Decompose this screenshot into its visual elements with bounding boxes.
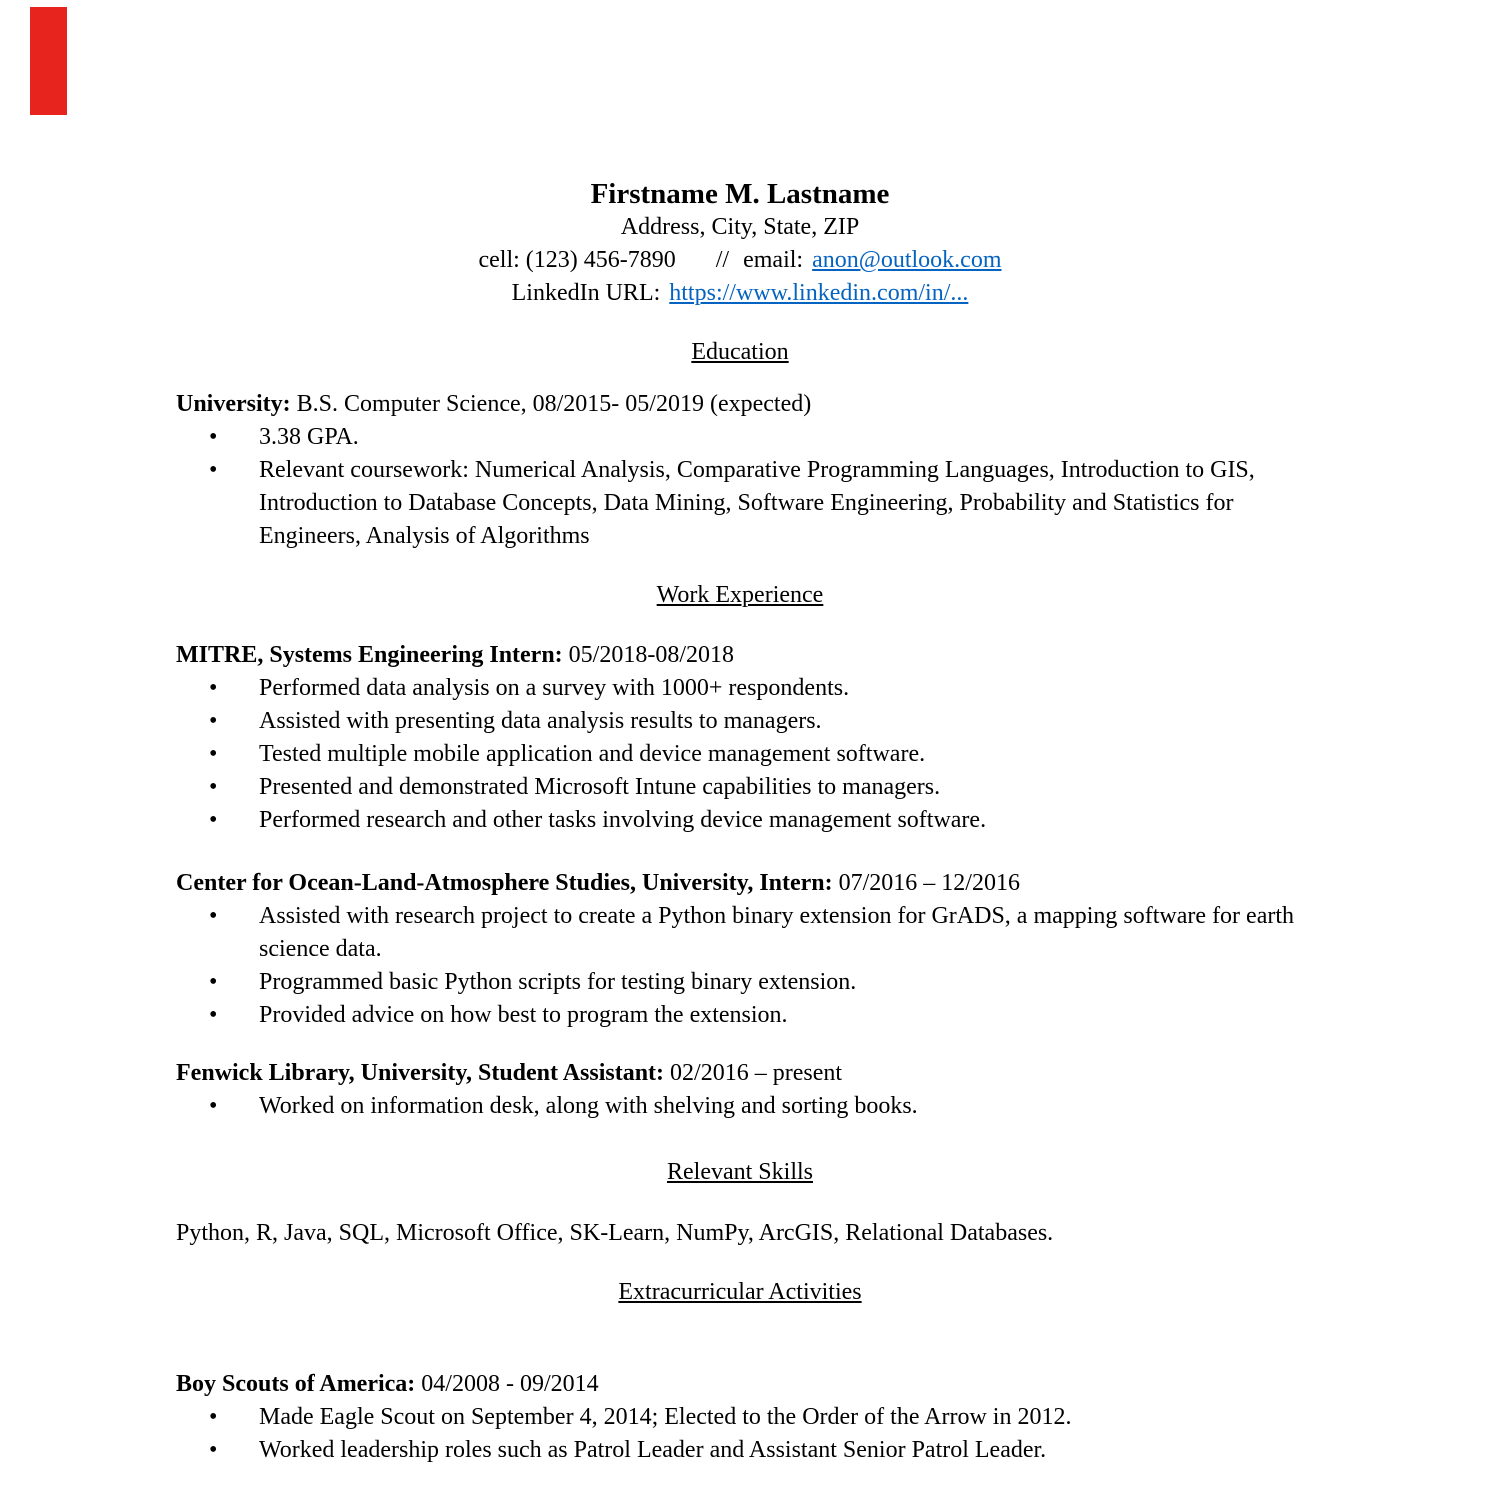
- job-title: Fenwick Library, University, Student Assistant:: [176, 1060, 665, 1086]
- contact-separator: //: [715, 247, 730, 273]
- bullet-item: • 3.38 GPA.: [176, 421, 1304, 454]
- activity-bullet-list: [176, 1401, 1304, 1467]
- contact-line: [176, 244, 1304, 277]
- linkedin-link[interactable]: https://www.linkedin.com/in/...: [669, 280, 969, 306]
- email-link[interactable]: anon@outlook.com: [812, 247, 1002, 273]
- bullet-item: • Performed research and other tasks involving device management software.: [176, 804, 1304, 837]
- job-title: MITRE, Systems Engineering Intern:: [176, 642, 563, 668]
- bullet-item: • Tested multiple mobile application and device management software.: [176, 738, 1304, 771]
- education-entry-text: B.S. Computer Science, 08/2015- 05/2019 (expected): [296, 391, 812, 417]
- job-entry-cola: [176, 867, 1304, 900]
- job-title: Center for Ocean-Land-Atmosphere Studies, University, Intern:: [176, 870, 833, 896]
- bullet-item: • Worked on information desk, along with shelving and sorting books.: [176, 1090, 1304, 1123]
- red-marker-bar: [30, 7, 67, 115]
- education-entry-label: University:: [176, 391, 291, 417]
- bullet-item: • Assisted with presenting data analysis results to managers.: [176, 705, 1304, 738]
- education-bullet-list: [176, 421, 1304, 553]
- activity-entry-boy-scouts: [176, 1368, 1304, 1401]
- email-label: email:: [743, 247, 804, 273]
- job-bullet-list: [176, 672, 1304, 837]
- bullet-item: • Performed data analysis on a survey with 1000+ respondents.: [176, 672, 1304, 705]
- cell-number: cell: (123) 456-7890: [478, 247, 676, 273]
- job-bullet-list: [176, 1090, 1304, 1123]
- skills-text: Python, R, Java, SQL, Microsoft Office, SK-Learn, NumPy, ArcGIS, Relational Databases.: [176, 1220, 1054, 1246]
- job-dates: 02/2016 – present: [670, 1060, 843, 1086]
- activity-dates: 04/2008 - 09/2014: [421, 1371, 599, 1397]
- education-entry: [176, 388, 1304, 421]
- address-line: Address, City, State, ZIP: [620, 214, 860, 240]
- job-entry-fenwick: [176, 1057, 1304, 1090]
- bullet-item: • Relevant coursework: Numerical Analysis, Comparative Programming Languages, Introduction to GIS, Introduction to Database Concepts, Data Mining, Software Engineering, Probability and Statistics for Engineers, Analysis of Algorithms: [176, 454, 1304, 553]
- bullet-item: • Provided advice on how best to program the extension.: [176, 999, 1304, 1032]
- section-heading-work-experience: Work Experience: [656, 582, 824, 608]
- bullet-item: • Presented and demonstrated Microsoft Intune capabilities to managers.: [176, 771, 1304, 804]
- linkedin-line: [176, 277, 1304, 310]
- bullet-item: • Made Eagle Scout on September 4, 2014; Elected to the Order of the Arrow in 2012.: [176, 1401, 1304, 1434]
- bullet-item: • Assisted with research project to create a Python binary extension for GrADS, a mapping software for earth science data.: [176, 900, 1304, 966]
- job-entry-mitre: [176, 639, 1304, 672]
- job-bullet-list: [176, 900, 1304, 1032]
- bullet-item: • Programmed basic Python scripts for testing binary extension.: [176, 966, 1304, 999]
- activity-title: Boy Scouts of America:: [176, 1371, 416, 1397]
- person-name: Firstname M. Lastname: [590, 178, 890, 210]
- bullet-item: • Worked leadership roles such as Patrol Leader and Assistant Senior Patrol Leader.: [176, 1434, 1304, 1467]
- section-heading-education: Education: [691, 339, 789, 365]
- job-dates: 05/2018-08/2018: [568, 642, 734, 668]
- resume-header: [176, 178, 1304, 310]
- section-heading-relevant-skills: Relevant Skills: [667, 1159, 813, 1185]
- section-heading-extracurricular: Extracurricular Activities: [618, 1279, 862, 1305]
- job-dates: 07/2016 – 12/2016: [838, 870, 1020, 896]
- linkedin-label: LinkedIn URL:: [511, 280, 661, 306]
